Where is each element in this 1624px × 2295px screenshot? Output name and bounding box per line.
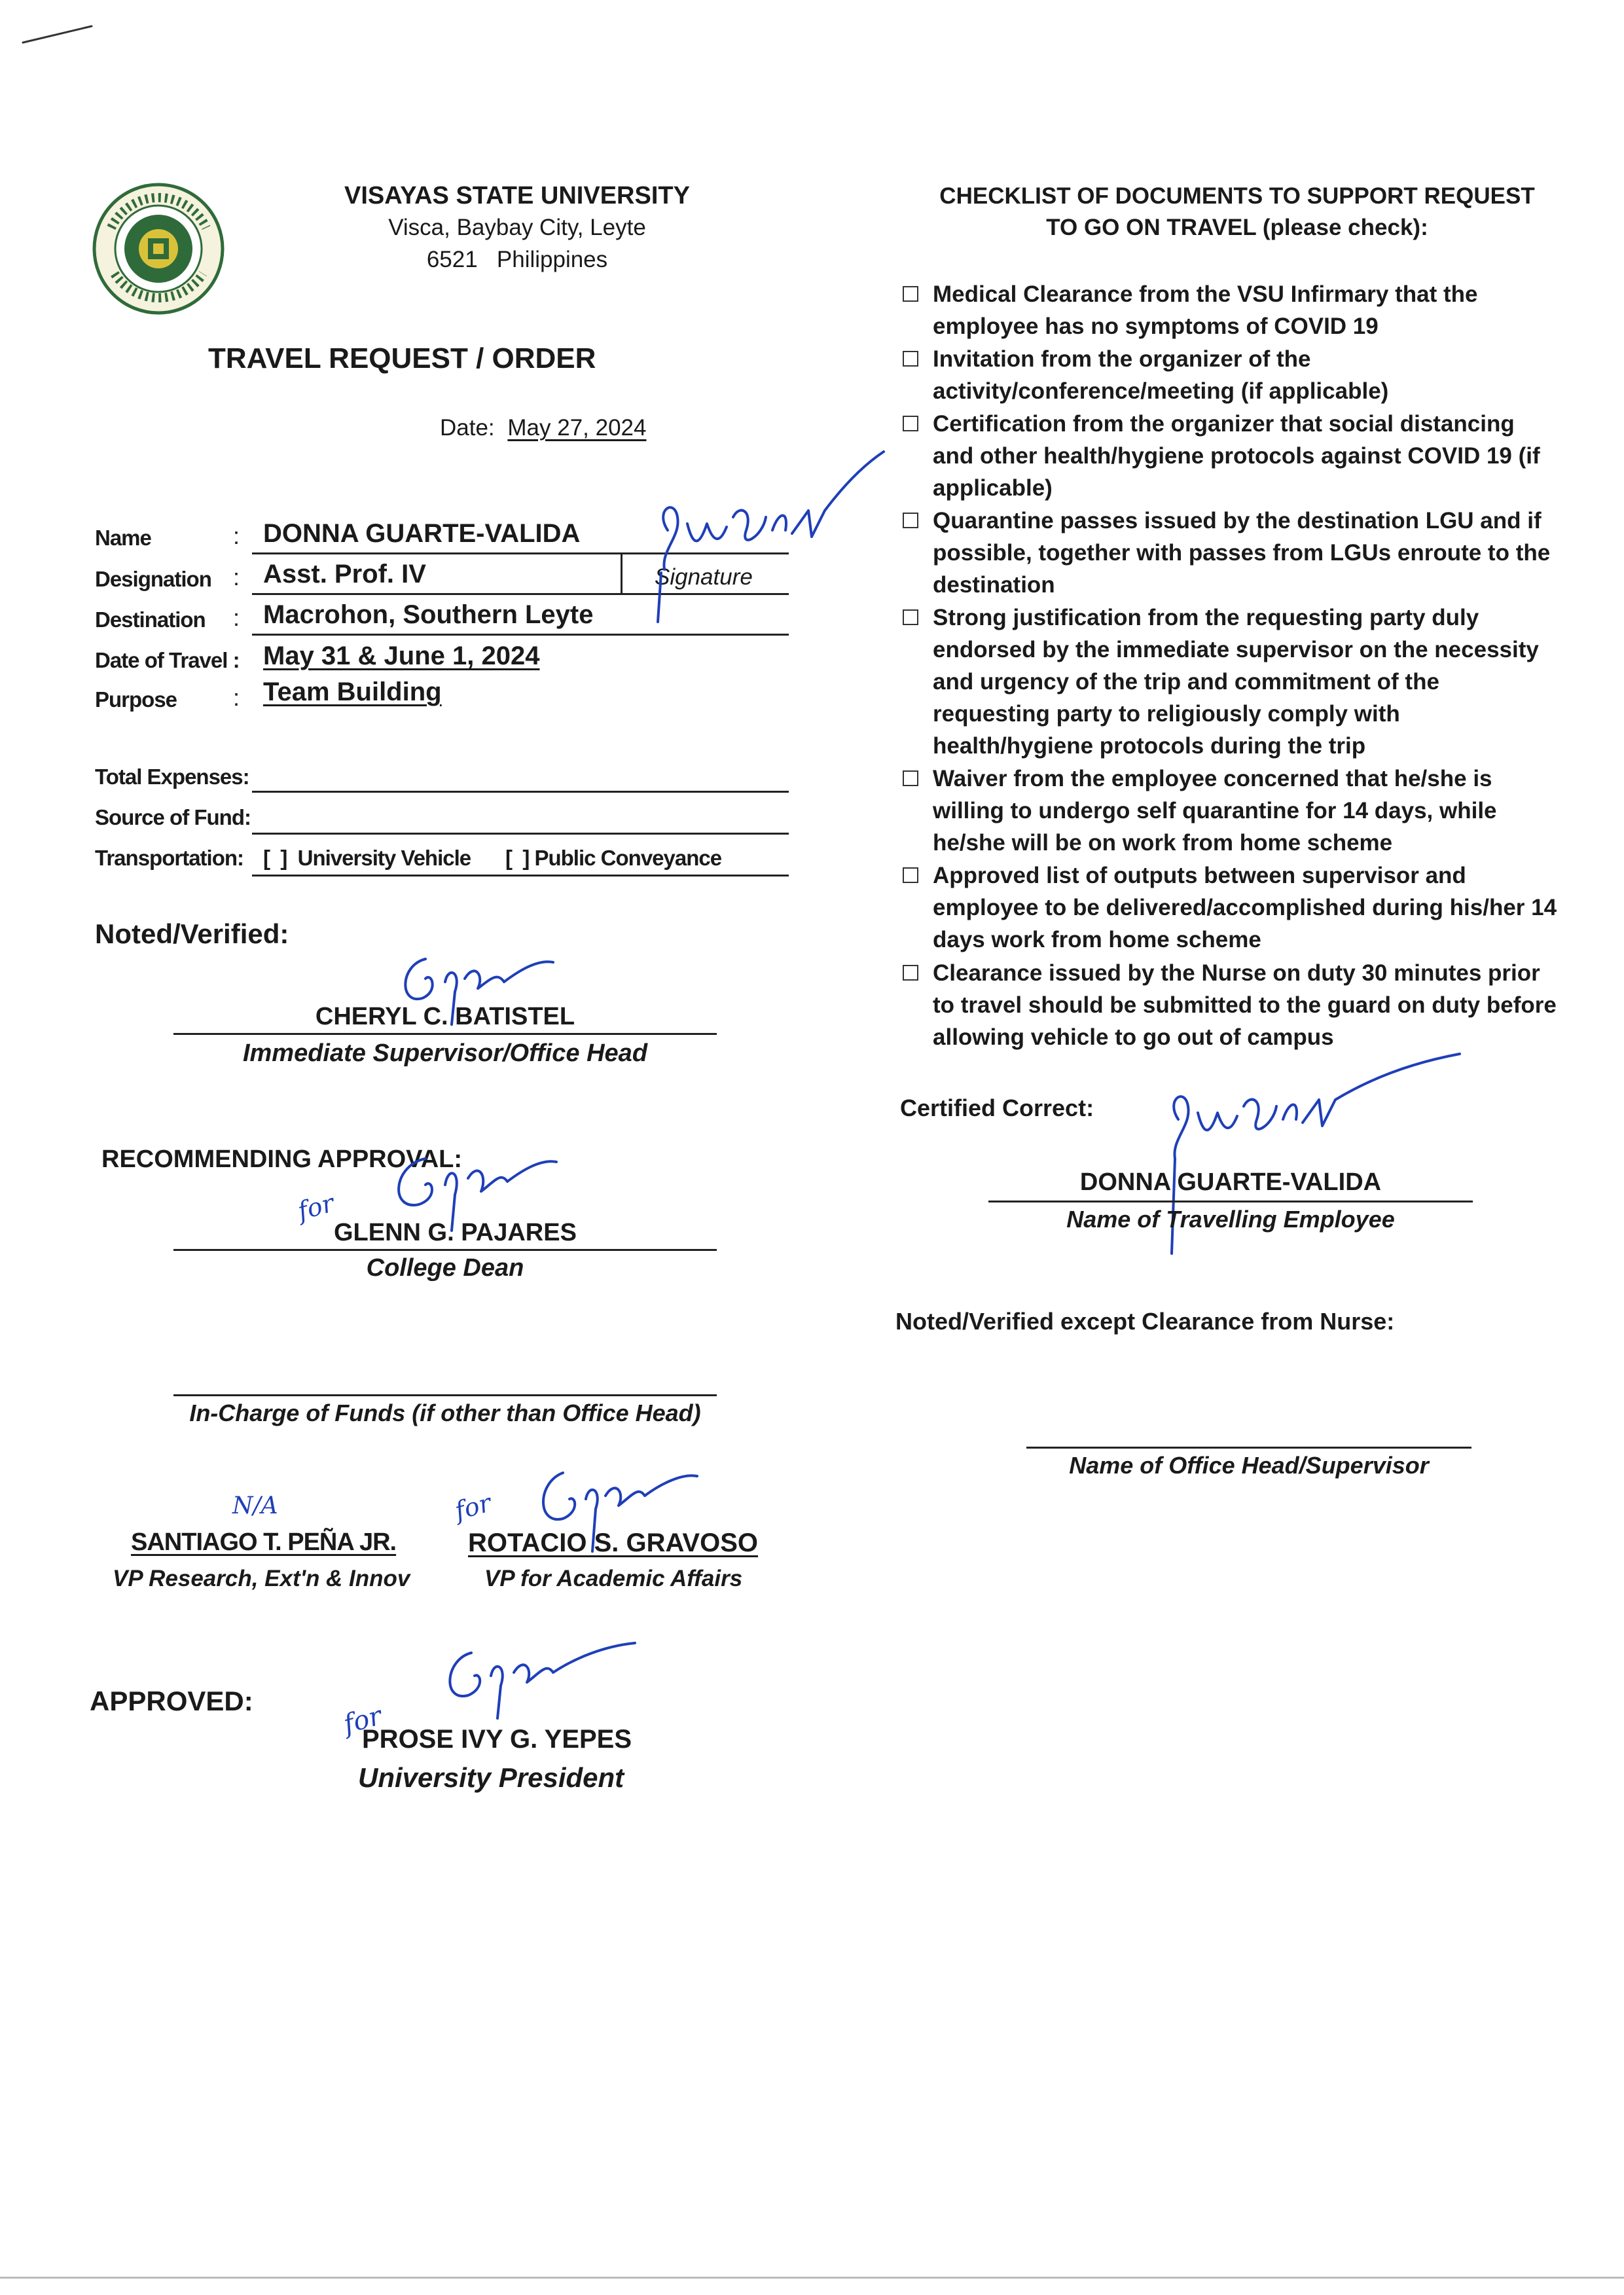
transport-public-conveyance[interactable]: [ ] Public Conveyance (505, 846, 722, 870)
name-colon: : (233, 522, 240, 549)
destination-label: Destination (95, 607, 206, 632)
checkbox[interactable] (903, 770, 918, 786)
vp-academic-for-mark: for (452, 1488, 494, 1526)
transport-university-vehicle[interactable]: [ ] University Vehicle (263, 846, 471, 870)
signature-divider (621, 552, 623, 593)
employee-name: DONNA GUARTE-VALIDA (1079, 1168, 1382, 1196)
recommending-approval-label: RECOMMENDING APPROVAL: (101, 1146, 462, 1173)
dean-name: GLENN G. PAJARES (334, 1219, 577, 1246)
checklist-item (933, 505, 1561, 601)
employee-title: Name of Travelling Employee (1066, 1206, 1395, 1233)
funds-title: In-Charge of Funds (if other than Office Head) (189, 1400, 701, 1426)
checkbox[interactable] (903, 351, 918, 367)
total-expenses-label: Total Expenses: (95, 765, 249, 789)
checklist-item-text: Waiver from the employee concerned that he/she is willing to undergo self quarantine for 14 days, while he/she will be on work from home scheme (933, 766, 1497, 856)
president-title: University President (358, 1762, 624, 1793)
checkbox[interactable] (903, 416, 918, 431)
source-of-fund-label: Source of Fund: (95, 805, 251, 829)
date-row (440, 415, 646, 441)
supervisor-title: Immediate Supervisor/Office Head (242, 1039, 648, 1067)
president-name: PROSE IVY G. YEPES (362, 1725, 632, 1754)
vp-research-name: SANTIAGO T. PEÑA JR. (131, 1528, 397, 1556)
checklist-item-text: Invitation from the organizer of the activity/conference/meeting (if applicable) (933, 346, 1389, 404)
supervisor-line (173, 1033, 717, 1035)
checklist-item (933, 763, 1561, 859)
destination-colon: : (233, 604, 240, 631)
university-seal (92, 182, 226, 316)
checklist-item-text: Quarantine passes issued by the destination LGU and if possible, together with passes from LGUs enroute to the destination (933, 508, 1551, 598)
checklist-item-text: Medical Clearance from the VSU Infirmary that the employee has no symptoms of COVID 19 (933, 281, 1478, 339)
checklist-item-text: Strong justification from the requesting party duly endorsed by the immediate supervisor on the necessity and urgency of the trip and commitment of the requesting party to religiously comply with health/hygiene protocols during the trip (933, 605, 1539, 759)
form-title: TRAVEL REQUEST / ORDER (208, 342, 596, 374)
address-line-2: 6521 Philippines (426, 247, 608, 272)
name-value: DONNA GUARTE-VALIDA (263, 519, 581, 548)
purpose-colon: : (233, 684, 240, 711)
vp-research-na-mark: N/A (232, 1492, 278, 1519)
vp-academic-title: VP for Academic Affairs (484, 1566, 743, 1591)
checkbox[interactable] (903, 609, 918, 625)
designation-colon: : (233, 564, 240, 590)
checklist-item (933, 278, 1561, 342)
designation-label: Designation (95, 567, 211, 591)
dean-for-mark: for (295, 1188, 337, 1226)
university-name: VISAYAS STATE UNIVERSITY (344, 182, 690, 209)
checklist-item-text: Clearance issued by the Nurse on duty 30 minutes prior to travel should be submitted to the guard on duty before allowing vehicle to go out of campus (933, 960, 1557, 1050)
president-for-mark: for (340, 1701, 385, 1740)
president-signature (432, 1636, 641, 1728)
vp-research-title: VP Research, Ext'n & Innov (113, 1566, 410, 1591)
noted-except-nurse-label: Noted/Verified except Clearance from Nurse: (895, 1308, 1395, 1335)
designation-value: Asst. Prof. IV (263, 560, 426, 588)
name-label: Name (95, 526, 151, 550)
transportation-line (252, 875, 789, 876)
checklist-item (933, 408, 1561, 504)
date-of-travel-label: Date of Travel : (95, 648, 240, 672)
checkbox[interactable] (903, 965, 918, 981)
purpose-label: Purpose (95, 687, 177, 712)
date-of-travel-value: May 31 & June 1, 2024 (263, 642, 540, 670)
dean-title: College Dean (366, 1254, 524, 1282)
address-line-1: Visca, Baybay City, Leyte (388, 215, 646, 240)
total-expenses-line (252, 791, 789, 793)
checklist-item (933, 859, 1561, 956)
date-value: May 27, 2024 (507, 415, 647, 441)
checklist-item (933, 602, 1561, 762)
checklist-item-text: Certification from the organizer that social distancing and other health/hygiene protocols against COVID 19 (if applicable) (933, 411, 1540, 501)
scan-mark (20, 20, 98, 46)
checklist-item (933, 343, 1561, 407)
employee-line (988, 1201, 1473, 1202)
transportation-label: Transportation: (95, 846, 244, 870)
certified-correct-label: Certified Correct: (900, 1094, 1094, 1121)
vp-academic-name: ROTACIO S. GRAVOSO (468, 1528, 758, 1557)
funds-line (173, 1394, 717, 1396)
checklist-item (933, 957, 1561, 1053)
source-of-fund-line (252, 833, 789, 835)
checklist-title-line-2: TO GO ON TRAVEL (please check): (1046, 215, 1428, 240)
checkbox[interactable] (903, 867, 918, 883)
checklist-item-text: Approved list of outputs between supervisor and employee to be delivered/accomplished during his/her 14 days work from home scheme (933, 863, 1557, 952)
office-head-title: Name of Office Head/Supervisor (1069, 1452, 1429, 1479)
signature-label: Signature (655, 564, 753, 590)
checkbox[interactable] (903, 286, 918, 302)
requester-signature (648, 445, 890, 642)
date-label: Date: (440, 415, 495, 441)
noted-verified-label: Noted/Verified: (95, 918, 289, 949)
office-head-line (1026, 1447, 1471, 1449)
purpose-value: Team Building (263, 678, 442, 706)
dean-line (173, 1249, 717, 1251)
approved-label: APPROVED: (90, 1686, 253, 1716)
checklist-title-line-1: CHECKLIST OF DOCUMENTS TO SUPPORT REQUEST (939, 183, 1535, 209)
checkbox[interactable] (903, 513, 918, 528)
supervisor-name: CHERYL C. BATISTEL (315, 1003, 575, 1030)
scan-bottom-edge (0, 2277, 1624, 2279)
destination-value: Macrohon, Southern Leyte (263, 600, 594, 629)
